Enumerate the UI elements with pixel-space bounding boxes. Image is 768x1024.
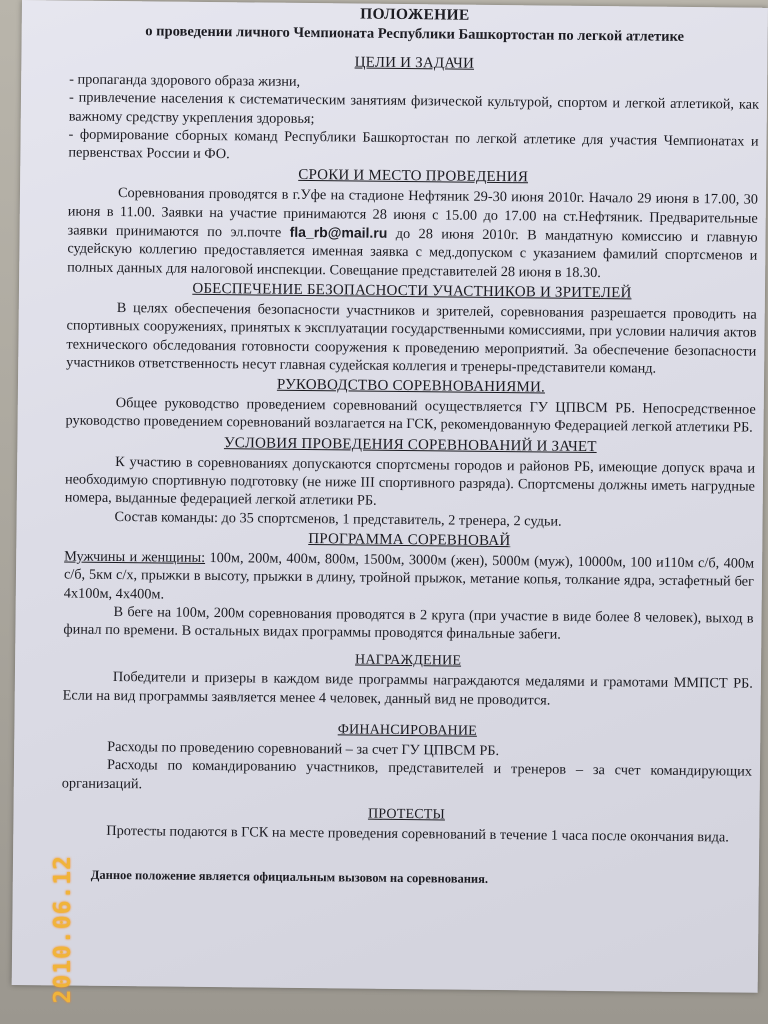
dates-text-b: до 28 июня 2010г. В мандатную комиссию и главную судейскую коллегию предоставляется именная заявка с мед.допуском с указанием фамилий спортсменов и полных данных для налоговой инспекции. Совещание представителей 28 июня в 18.30. [67, 225, 758, 281]
dates-text-a: Соревнования проводятся в г.Уфе на стадионе Нефтяник 29-30 июня 2010г. Начало 29 июня в 17.00, 30 июня в 11.00. Заявки на участие принимаются 28 июня с 15.00 до 17.00 на ст.Нефтяник. Предварительные заявки принимаются по эл.почте [67, 185, 759, 241]
goals-heading: ЦЕЛИ И ЗАДАЧИ [354, 54, 475, 72]
program-lead: Мужчины и женщины: [64, 548, 206, 566]
awards-heading: НАГРАЖДЕНИЕ [354, 652, 462, 670]
finance-paragraph-1: Расходы по проведению соревнований – за счет ГУ ЦПВСМ РБ. [107, 738, 500, 760]
goals-item: - привлечение населения к систематическим занятиям физической культурой, спортом и легкой атлетикой, как важному средству укрепления здоровья; [68, 89, 760, 127]
management-heading: РУКОВОДСТВО СОРЕВНОВАНИЯМИ. [276, 376, 546, 396]
finance-heading: ФИНАНСИРОВАНИЕ [337, 722, 478, 739]
dates-paragraph [67, 184, 758, 284]
awards-paragraph: Победители и призеры в каждом виде программы награждаются медалями и грамотами ММПСТ РБ. Если на вид программы заявляется менее 4 человек, данный вид не проводится. [62, 669, 753, 709]
document-content [61, 1, 760, 890]
contact-email: fla_rb@mail.ru [289, 223, 388, 241]
goals-item: - пропаганда здорового образа жизни, [69, 71, 301, 90]
document-sheet [12, 0, 768, 993]
document-title: ПОЛОЖЕНИЕ [360, 5, 470, 24]
document-subtitle: о проведении личного Чемпионата Республики Башкортостан по легкой атлетике [145, 23, 685, 45]
program-events [64, 547, 755, 609]
dates-heading: СРОКИ И МЕСТО ПРОВЕДЕНИЯ [298, 167, 529, 186]
protests-paragraph: Протесты подаются в ГСК на месте проведения соревнований в течение 1 часа после окончания вида. [106, 822, 729, 846]
conditions-paragraph: К участию в соревнованиях допускаются спортсмены городов и районов РБ, имеющие допуск врача и необходимую спортивную подготовку (не ниже III спортивного разряда). Спортсмены должны иметь нагрудные номера, выданные федерацией легкой атлетики РБ. [64, 453, 756, 510]
final-note: Данное положение является официальным вызовом на соревнования. [90, 867, 489, 887]
finance-paragraph-2: Расходы по командированию участников, представителей и тренеров – за счет командирующих организаций. [61, 757, 753, 792]
program-rounds: В беге на 100м, 200м соревнования проводятся в 2 круга (при участие в виде более 8 человек), выход в финал по времени. В остальных видах программы проводятся финальные забеги. [63, 603, 754, 643]
goals-item: - формирование сборных команд Республики Башкортостан по легкой атлетике для участия Чемпионатах и первенствах России и ФО. [68, 126, 759, 163]
protests-heading: ПРОТЕСТЫ [367, 806, 446, 823]
program-heading: ПРОГРАММА СОРЕВНОВАЙ [308, 530, 511, 550]
conditions-heading: УСЛОВИЯ ПРОВЕДЕНИЯ СОРЕВНОВАНИЙ И ЗАЧЕТ [223, 434, 597, 455]
safety-paragraph: В целях обеспечения безопасности участников и зрителей, соревнования разрешается проводить на спортивных сооружениях, принятых к эксплуатации государственными комиссиями, при условии наличия актов технического обследования готовности сооружения к проведению мероприятий. За обеспечение безопасности участников ответственность несут главная судейская коллегия и тренеры-представители команд. [66, 299, 757, 377]
safety-heading: ОБЕСПЕЧЕНИЕ БЕЗОПАСНОСТИ УЧАСТНИКОВ И ЗРИТЕЛЕЙ [192, 280, 632, 302]
management-paragraph: Общее руководство проведением соревнований осуществляется ГУ ЦПВСМ РБ. Непосредственное руководство проведением соревнований возлагается на ГСК, рекомендованную Федерацией легкой атлетики РБ. [65, 395, 756, 437]
team-composition: Состав команды: до 35 спортсменов, 1 представитель, 2 тренера, 2 судьи. [114, 508, 562, 530]
program-events-text: 100м, 200м, 400м, 800м, 1500м, 3000м (жен), 5000м (муж), 10000м, 100 и110м с/б, 400м с/б, 5км с/х, прыжки в высоту, прыжки в длину, тройной прыжок, метание копья, толкание ядра, эстафетный бег 4х100м, 4х400м. [63, 549, 755, 603]
date-stamp: 2010.06.12 [50, 855, 76, 1004]
